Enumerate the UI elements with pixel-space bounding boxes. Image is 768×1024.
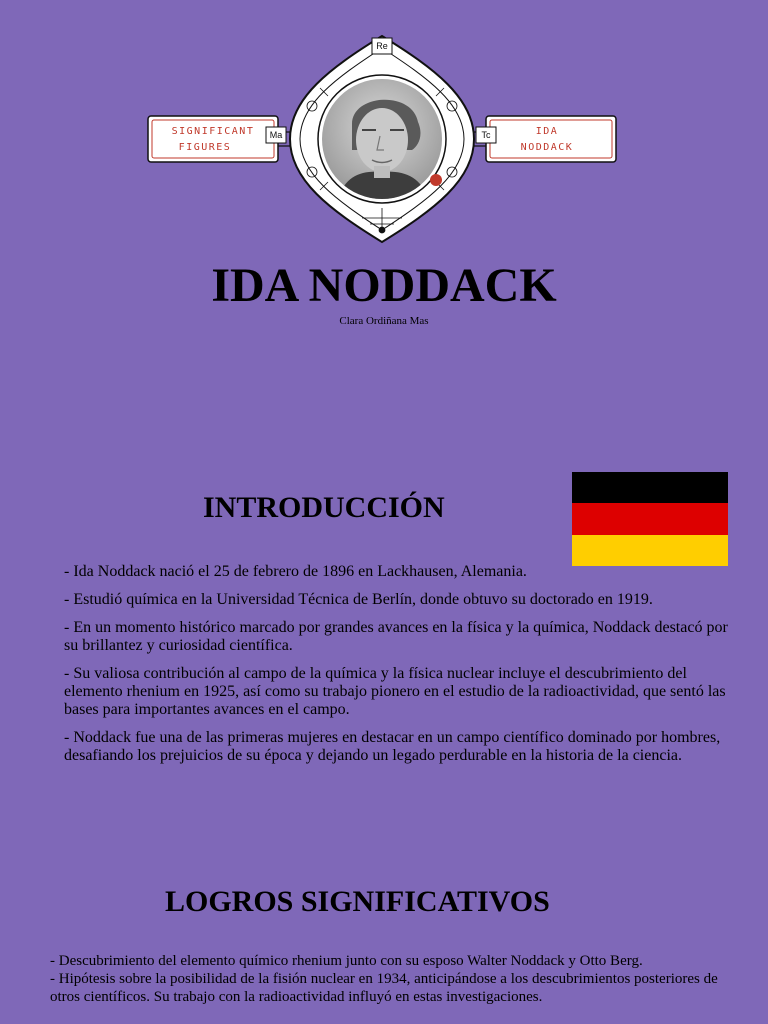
intro-body <box>64 563 736 775</box>
badge-right-text-2: NODDACK <box>520 142 574 153</box>
logros-item: - Descubrimiento del elemento químico rhenium junto con su esposo Walter Noddack y Otto Berg. <box>50 953 643 969</box>
flag-stripe-black <box>572 472 728 503</box>
badge-left-text-2: FIGURES <box>178 142 232 153</box>
badge-right-card <box>486 116 616 162</box>
intro-paragraph: - Ida Noddack nació el 25 de febrero de 1896 en Lackhausen, Alemania. <box>64 563 527 580</box>
logros-body <box>50 952 740 1006</box>
seal-icon <box>430 174 442 186</box>
badge-left-text-1: SIGNIFICANT <box>171 126 255 137</box>
badge-left-card <box>148 116 278 162</box>
element-tc: Tc <box>481 130 491 140</box>
intro-paragraph: - En un momento histórico marcado por grandes avances en la física y la química, Noddack destacó por su brillantez y curiosidad científica. <box>64 619 728 654</box>
intro-heading: INTRODUCCIÓN <box>203 491 445 524</box>
page-title: IDA NODDACK <box>211 259 557 312</box>
logros-heading: LOGROS SIGNIFICATIVOS <box>165 885 550 918</box>
intro-paragraph: - Su valiosa contribución al campo de la química y la física nuclear incluye el descubrimiento del elemento rhenium en 1925, así como su trabajo pionero en el estudio de la radioactividad, que sentó las bases para importantes avances en el campo. <box>64 665 726 718</box>
flag-stripe-gold <box>572 535 728 566</box>
portrait-badge <box>140 28 624 250</box>
logros-item: - Hipótesis sobre la posibilidad de la fisión nuclear en 1934, anticipándose a los descubrimientos posteriores de otros científicos. Su trabajo con la radioactividad influyó en estas investigaciones. <box>50 971 718 1005</box>
element-ma: Ma <box>269 130 283 140</box>
flag-stripe-red <box>572 503 728 534</box>
element-re: Re <box>376 41 388 51</box>
author-name: Clara Ordiñana Mas <box>339 315 429 327</box>
intro-paragraph: - Estudió química en la Universidad Técnica de Berlín, donde obtuvo su doctorado en 1919. <box>64 591 653 608</box>
germany-flag-icon <box>572 472 728 566</box>
badge-right-text-1: IDA <box>535 126 559 137</box>
intro-paragraph: - Noddack fue una de las primeras mujeres en destacar en un campo científico dominado por hombres, desafiando los prejuicios de su época y dejando un legado perdurable en la historia de la ciencia. <box>64 729 721 764</box>
